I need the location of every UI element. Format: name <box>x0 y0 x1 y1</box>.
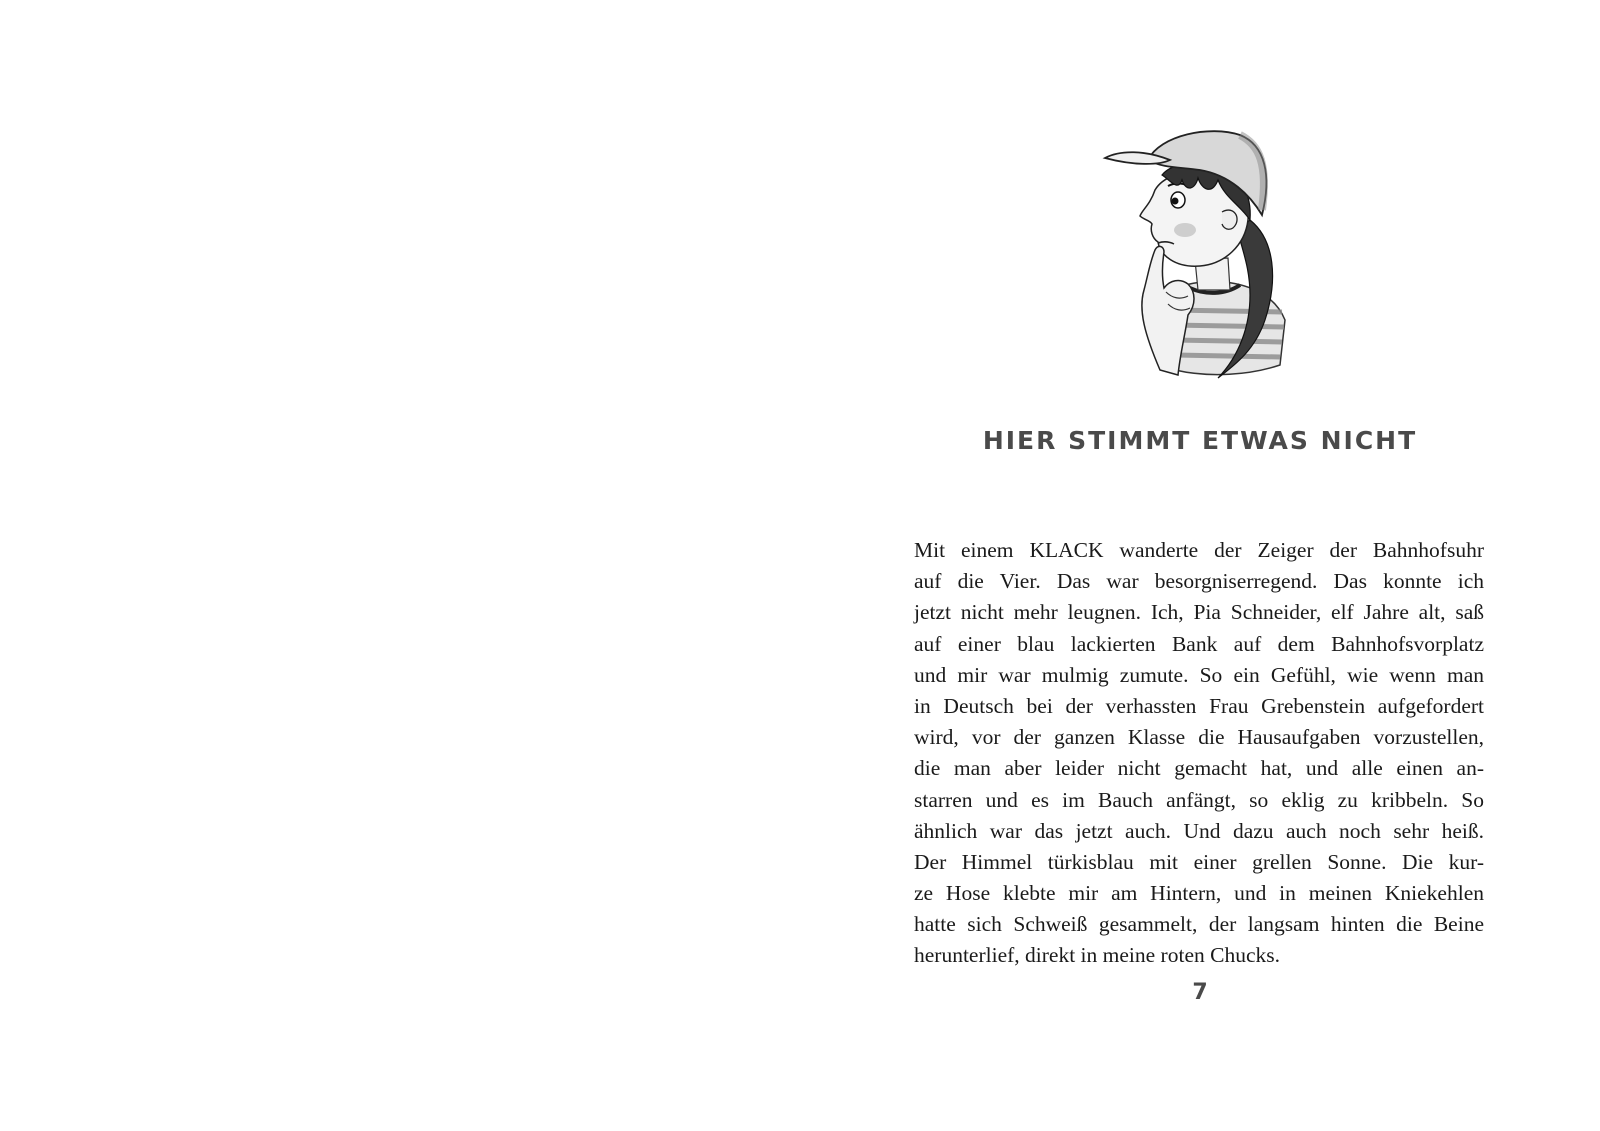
right-page <box>800 0 1600 1131</box>
paragraph-line: Mit einem KLACK wanderte der Zeiger der Bahnhofsuhr <box>914 538 1484 562</box>
page-number: 7 <box>1192 980 1208 1005</box>
paragraph-line: und mir war mulmig zumute. So ein Gefühl, wie wenn man <box>914 662 1484 687</box>
paragraph-line: in Deutsch bei der verhassten Frau Grebenstein aufgefordert <box>914 693 1484 718</box>
paragraph-line: ähnlich war das jetzt auch. Und dazu auch noch sehr heiß. <box>914 818 1484 843</box>
paragraph-line: herunterlief, direkt in meine roten Chucks. <box>914 943 1280 968</box>
girl-with-cap-thinking-icon <box>1100 120 1300 385</box>
paragraph-line: wird, vor der ganzen Klasse die Hausaufgaben vorzustellen, <box>914 725 1484 750</box>
paragraph-line: hatte sich Schweiß gesammelt, der langsam hinten die Beine <box>914 912 1484 937</box>
paragraph-line: die man aber leider nicht gemacht hat, und alle einen an- <box>914 756 1484 781</box>
paragraph-line: starren und es im Bauch anfängt, so eklig zu kribbeln. So <box>914 787 1484 812</box>
paragraph-line: ze Hose klebte mir am Hintern, und in meinen Kniekehlen <box>914 881 1484 906</box>
paragraph-line: Der Himmel türkisblau mit einer grellen Sonne. Die kur- <box>914 849 1484 874</box>
paragraph-line: auf die Vier. Das war besorgniserregend. Das konnte ich <box>914 569 1484 594</box>
chapter-title: HIER STIMMT ETWAS NICHT <box>982 426 1418 455</box>
chapter-paragraph <box>914 535 1484 972</box>
paragraph-line: auf einer blau lackierten Bank auf dem Bahnhofsvorplatz <box>914 631 1484 656</box>
paragraph-line: jetzt nicht mehr leugnen. Ich, Pia Schneider, elf Jahre alt, saß <box>914 600 1484 625</box>
